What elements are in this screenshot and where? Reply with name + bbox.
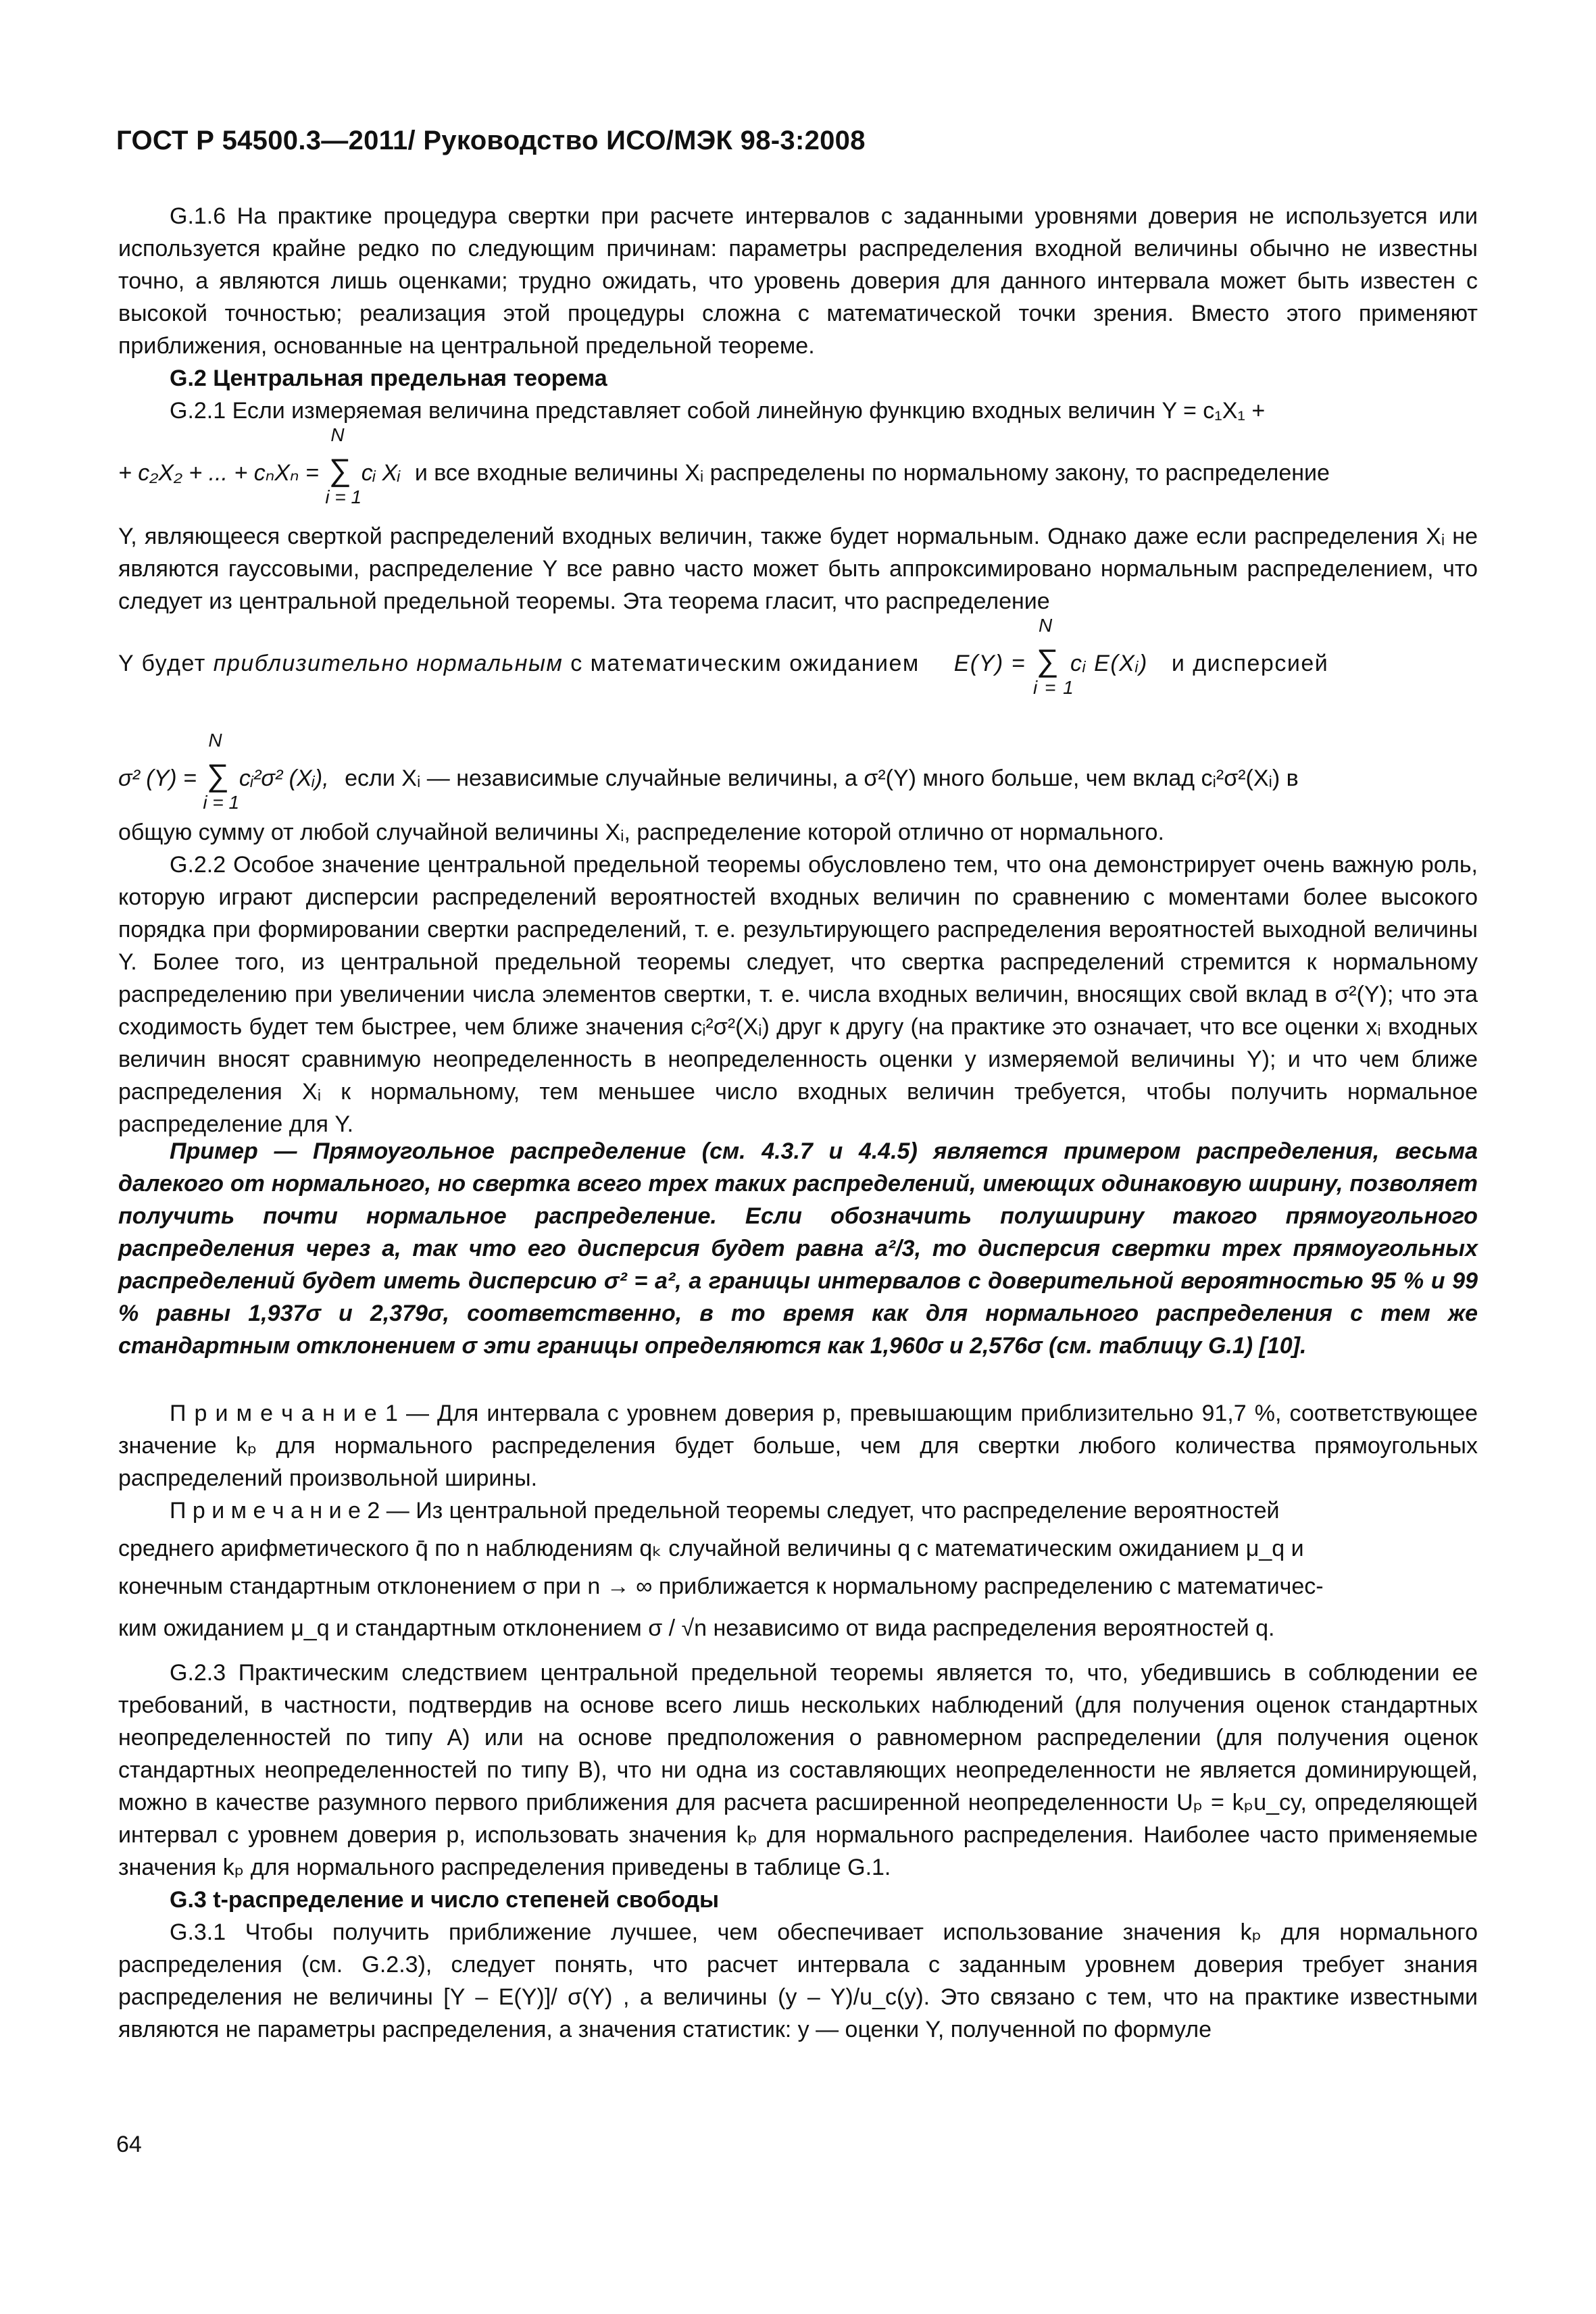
paragraph-g23-text: G.2.3 Практическим следствием центральной предельной теоремы является то, что, убедившись в соблюдении ее требований, в частности, подтвердив на основе всего лишь нескольких наблюдений (для получения оценок стандартных неопределенностей по типу А) или на основе предположения о равномерном распределении (для получения оценок стандартных неопределенностей по типу В), что ни одна из составляющих неопределенности не является доминирующей, можно в качестве разумного первого приближения для расчета расширенной неопределенности Uₚ = kₚu_cy, определяющей интервал с уровнем доверия p, использовать значения kₚ для нормального распределения. Наиболее часто применяемые значения kₚ для нормального распределения приведены в таблице G.1.	[118, 1660, 1478, 1880]
note-2-line-b: среднего арифметического q̄ по n наблюдениям qₖ случайной величины q с математическим ожиданием μ_q и	[118, 1536, 1304, 1561]
page-number: 64	[116, 2132, 142, 2157]
expectation-sum-upper: N	[1039, 615, 1053, 636]
example-block	[118, 1135, 1478, 1362]
variance-sum-upper: N	[208, 730, 222, 751]
sum-term: cᵢ Xᵢ	[361, 460, 401, 486]
variance-prefix: σ² (Y) =	[118, 765, 197, 791]
paragraph-g21-e-text: общую сумму от любой случайной величины Xᵢ, распределение которой отлично от нормального.	[118, 820, 1164, 845]
expectation-right: и дисперсией	[1171, 651, 1329, 676]
equation-row-expectation	[118, 615, 1478, 698]
expectation-mid: с математическим ожиданием	[570, 651, 920, 676]
note-2-line-c: конечным стандартным отклонением σ при n → ∞ приближается к нормальному распределению с математичес-	[118, 1574, 1324, 1599]
expectation-term: cᵢ E(Xᵢ)	[1070, 651, 1148, 676]
paragraph-g21-b	[118, 520, 1478, 618]
paragraph-g31-text: G.3.1 Чтобы получить приближение лучшее, чем обеспечивает использование значения kₚ для нормального распределения (см. G.2.3), следует понять, что расчет интервала с заданным уровнем доверия требует знания распределения не величины [Y – E(Y)]/ σ(Y) , а величины (y – Y)/u_c(y). Это связано с тем, что на практике известными являются не параметры распределения, а значения статистик: y — оценки Y, полученной по формуле	[118, 1919, 1478, 2042]
expectation-sum-lower: i = 1	[1033, 677, 1075, 698]
note-2-line-d: ким ожиданием μ_q и стандартным отклонением σ / √n независимо от вида распределения вероятностей q.	[118, 1615, 1275, 1641]
section-heading-g3: G.3 t-распределение и число степеней свободы	[170, 1887, 720, 1913]
note-2-line-a: П р и м е ч а н и е 2 — Из центральной предельной теоремы следует, что распределение вероятностей	[170, 1498, 1280, 1524]
expectation-sum-symbol: ∑ N i = 1	[1033, 615, 1075, 698]
section-heading-g2: G.2 Центральная предельная теорема	[170, 366, 607, 391]
paragraph-g16	[118, 200, 1478, 427]
paragraph-g21-a: G.2.1 Если измеряемая величина представляет собой линейную функцию входных величин Y = c₁X₁ +	[170, 398, 1266, 424]
paragraph-g23	[118, 1657, 1478, 2046]
sum-upper: N	[330, 424, 345, 445]
equation-row-variance	[118, 730, 1478, 813]
sum-symbol: ∑ N i = 1	[325, 424, 362, 507]
note-1: П р и м е ч а н и е 1 — Для интервала с уровнем доверия p, превышающим приблизительно 91,7 %, соответствующее значение kₚ для нормального распределения будет больше, чем для свертки любого количества прямоугольных распределений произвольной ширины.	[118, 1401, 1478, 1491]
paragraph-g21-e	[118, 816, 1478, 1140]
paragraph-g16-text: G.1.6 На практике процедура свертки при расчете интервалов с заданными уровнями доверия не используется или используется крайне редко по следующим причинам: параметры распределения входной величины обычно не известны точно, а являются лишь оценками; трудно ожидать, что уровень доверия для данного интервала может быть известен с высокой точностью; реализация этой процедуры сложна с математической точки зрения. Вместо этого применяют приближения, основанные на центральной предельной теореме.	[118, 203, 1478, 359]
expectation-prefix: E(Y) =	[953, 651, 1026, 676]
equation-left: + c₂X₂ + ... + cₙXₙ =	[118, 460, 319, 486]
equation-row-linear	[118, 424, 1478, 507]
document-header: ГОСТ Р 54500.3—2011/ Руководство ИСО/МЭК 98-3:2008	[116, 126, 866, 155]
variance-term: cᵢ²σ² (Xᵢ),	[239, 765, 329, 791]
notes-block	[118, 1397, 1478, 1644]
sum-lower: i = 1	[325, 486, 362, 507]
variance-sum-symbol: ∑ N i = 1	[203, 730, 240, 813]
variance-sum-lower: i = 1	[203, 792, 240, 813]
paragraph-g21-b-text: Y, являющееся сверткой распределений входных величин, также будет нормальным. Однако даже если распределения Xᵢ не являются гауссовыми, распределение Y все равно часто может быть аппроксимировано нормальным распределением, что следует из центральной предельной теоремы. Эта теорема гласит, что распределение	[118, 524, 1478, 614]
paragraph-g22-text: G.2.2 Особое значение центральной предельной теоремы обусловлено тем, что она демонстрирует очень важную роль, которую играют дисперсии распределений вероятностей входных величин по сравнению с моментами более высокого порядка при формировании свертки распределений, т. е. результирующего распределения вероятностей выходной величины Y. Более того, из центральной предельной теоремы следует, что свертка распределений стремится к нормальному распределению при увеличении числа элементов свертки, т. е. числа входных величин, вносящих свой вклад в σ²(Y); что эта сходимость будет тем быстрее, чем ближе значения cᵢ²σ²(Xᵢ) друг к другу (на практике это означает, что все оценки xᵢ входных величин вносят сравнимую неопределенность в неопределенность оценки y измеряемой величины Y); и что чем ближе распределения Xᵢ к нормальному, тем меньшее число входных величин требуется, чтобы получить нормальное распределение для Y.	[118, 852, 1478, 1137]
variance-right: если Xᵢ — независимые случайные величины, а σ²(Y) много больше, чем вклад cᵢ²σ²(Xᵢ) в	[345, 765, 1299, 791]
equation-right-text: и все входные величины Xᵢ распределены по нормальному закону, то распределение	[414, 460, 1330, 486]
example-text: Пример — Прямоугольное распределение (см. 4.3.7 и 4.4.5) является примером распределения, весьма далекого от нормального, но свертка всего трех таких распределений, имеющих одинаковую ширину, позволяет получить почти нормальное распределение. Если обозначить полуширину такого прямоугольного распределения через a, так что его дисперсия будет равна a²/3, то дисперсия свертки трех прямоугольных распределений будет иметь дисперсию σ² = a², а границы интервалов с доверительной вероятностью 95 % и 99 % равны 1,937σ и 2,379σ, соответственно, в то время как для нормального распределения с тем же стандартным отклонением σ эти границы определяются как 1,960σ и 2,576σ (см. таблицу G.1) [10].	[118, 1138, 1478, 1359]
expectation-italic: приблизительно нормальным	[213, 651, 564, 676]
expectation-lead: Y будет	[118, 651, 206, 676]
